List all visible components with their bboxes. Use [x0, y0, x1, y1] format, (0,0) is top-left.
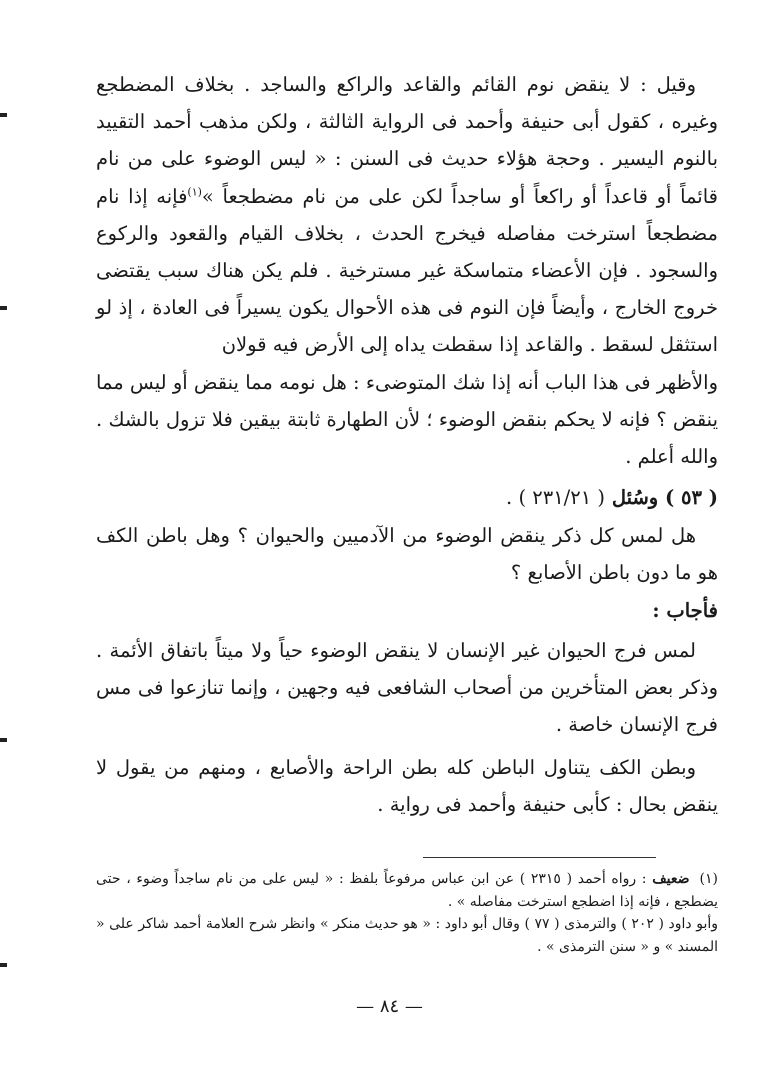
answer-paragraph-2: وبطن الكف يتناول الباطن كله بطن الراحة والأصابع ، ومنهم من يقول لا ينقض بحال : كأبى حنيفة وأحمد فى رواية .	[96, 756, 718, 817]
question-number: ( ٥٣ ) وسُئل	[611, 486, 718, 510]
footnote-text: : رواه أحمد ( ٢٣١٥ ) عن ابن عباس مرفوعاً بلفظ : « ليس على من نام ساجداً وضوء ، حتى يضطجع ، فإنه إذا اضطجع استرخت مفاصله » .	[96, 871, 718, 910]
main-text	[96, 66, 718, 824]
footnote-grade: ضعيف	[652, 871, 690, 887]
paragraph-sleep-opinion	[96, 66, 718, 364]
question-heading	[96, 479, 718, 517]
answer-paragraph-1: لمس فرج الحيوان غير الإنسان لا ينقض الوضوء حياً ولا ميتاً باتفاق الأئمة . وذكر بعض المتأخرين من أصحاب الشافعى فيه وجهين ، وإنما تنازعوا فى مس فرج الإنسان خاصة .	[96, 638, 718, 737]
footnote-reference[interactable]: (١)	[187, 185, 202, 199]
paragraph-text: وقيل : لا ينقض نوم القائم والقاعد والراكع والساجد . بخلاف المضطجع وغيره ، كقول أبى حنيفة وأحمد فى الرواية الثالثة ، ولكن مذهب أحمد التقييد بالنوم اليسير . وحجة هؤلاء حديث فى السنن : « ليس الوضوء على من نام قائماً أو قاعداً أو راكعاً أو ساجداً لكن على من نام مضطجعاً »	[96, 73, 718, 208]
footnote-1-continued: وأبو داود ( ٢٠٢ ) والترمذى ( ٧٧ ) وقال أبو داود : « هو حديث منكر » وانظر شرح العلامة أحمد شاكر على « المسند » و « سنن الترمذى » .	[96, 916, 718, 955]
volume-reference: ( ٢٣١/٢١ ) .	[506, 486, 606, 510]
footnote-divider	[423, 857, 656, 858]
question-text: هل لمس كل ذكر ينقض الوضوء من الآدميين والحيوان ؟ وهل باطن الكف هو ما دون باطن الأصابع ؟	[96, 524, 718, 585]
answer-label: فأجاب :	[652, 598, 718, 622]
scan-edge-mark	[0, 963, 7, 967]
paragraph-text-continued: فإنه إذا نام مضطجعاً استرخت مفاصله فيخرج الحدث ، بخلاف القيام والقعود والركوع والسجود . فإن الأعضاء متماسكة غير مسترخية . فلم يكن هناك سبب يقتضى خروج الخارج ، وأيضاً فإن النوم فى هذه الأحوال يكون يسيراً فى العادة ، إذ لو استثقل لسقط . والقاعد إذا سقطت يداه إلى الأرض فيه قولان	[96, 184, 718, 357]
paragraph-doubt-ruling: والأظهر فى هذا الباب أنه إذا شك المتوضىء : هل نومه مما ينقض أو ليس مما ينقض ؟ فإنه لا يحكم بنقض الوضوء ؛ لأن الطهارة ثابتة بيقين فلا تزول بالشك . والله أعلم .	[96, 370, 718, 469]
page-number: — ٨٤ —	[356, 996, 423, 1017]
scan-edge-mark	[0, 738, 7, 742]
footnotes	[96, 868, 718, 958]
footnote-number: (١)	[699, 871, 719, 887]
scan-edge-mark	[0, 306, 7, 310]
footnote-1	[96, 868, 718, 913]
scan-edge-mark	[0, 113, 7, 117]
